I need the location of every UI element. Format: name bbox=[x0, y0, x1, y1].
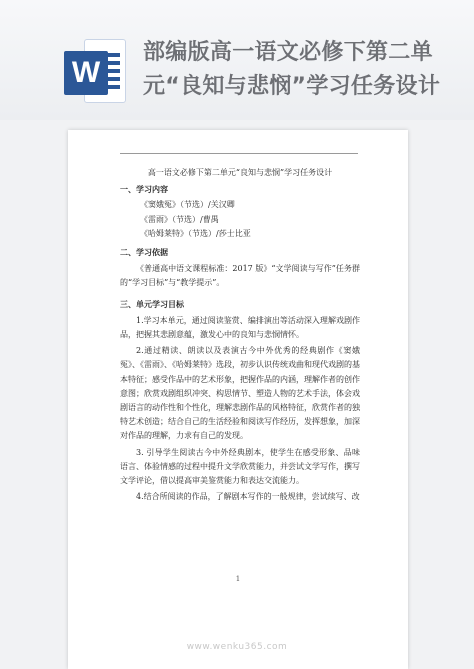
goal-paragraph-3: 3. 引导学生阅读古今中外经典剧本，使学生在感受形象、品味语言、体验情感的过程中提升文学欣赏能力，并尝试文学写作，撰写文学评论，借以提高审美鉴赏能力和表达交流能力。 bbox=[120, 447, 360, 486]
header-rule bbox=[120, 153, 358, 154]
watermark: www.wenku365.com bbox=[186, 642, 288, 652]
list-item: 《窦娥冤》（节选）/关汉卿 bbox=[140, 200, 235, 210]
goal-paragraph-1: 1.学习本单元，通过阅读鉴赏、编排演出等活动深入理解戏剧作品，把握其悲剧意蕴，激发心中的良知与悲悯情怀。 bbox=[120, 315, 360, 340]
basis-paragraph: 《普通高中语文课程标准：2017 版》“文学阅读与写作”任务群的“学习目标”与“教学提示”。 bbox=[120, 264, 360, 288]
section-heading-goals: 三、单元学习目标 bbox=[120, 299, 184, 309]
list-item: 《雷雨》（节选）/曹禺 bbox=[140, 214, 219, 224]
page-number: 1 bbox=[235, 575, 241, 583]
page-title: 高一语文必修下第二单元“良知与悲悯”学习任务设计 bbox=[147, 168, 333, 177]
section-heading-content: 一、学习内容 bbox=[120, 185, 168, 195]
header-banner bbox=[0, 0, 474, 120]
word-document-icon bbox=[64, 39, 130, 103]
goal-paragraph-2: 2.通过精读、朗读以及表演古今中外优秀的经典剧作《窦娥冤》、《雷雨》、《哈姆莱特》选段，初步认识传统戏曲和现代戏剧的基本特征；感受作品中的艺术形象，把握作品的内涵，理解作者的创作意图；欣赏戏剧组织冲突、构思情节、塑造人物的艺术手法，体会戏剧语言的动作性和个性化，理解悲剧作品的风格特征，欣赏作者的独特艺术创造；结合自己的生活经验和阅读写作经历，发挥想象，加深对作品的理解，力求有自己的发现。 bbox=[120, 346, 360, 441]
list-item: 《哈姆莱特》（节选）/莎士比亚 bbox=[140, 228, 251, 238]
document-page bbox=[68, 130, 408, 669]
goal-paragraph-4: 4.结合所阅读的作品，了解剧本写作的一般规律，尝试续写、改 bbox=[136, 492, 360, 502]
section-heading-basis: 二、学习依据 bbox=[120, 248, 168, 258]
word-logo-letter: W bbox=[64, 51, 108, 95]
document-body bbox=[120, 160, 360, 506]
document-title-banner: 部编版高一语文必修下第二单元“良知与悲悯”学习任务设计 bbox=[143, 40, 441, 99]
